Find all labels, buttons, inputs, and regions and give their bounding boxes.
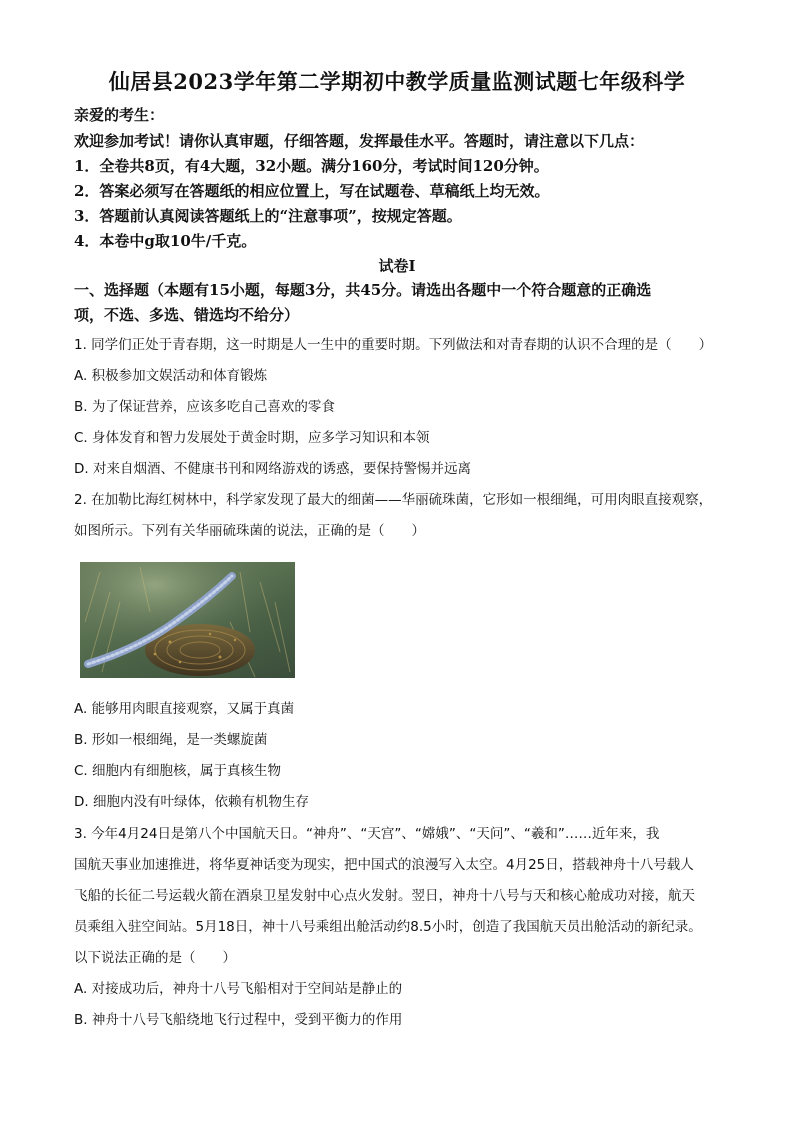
q2-option-d: D. 细胞内没有叶绿体，依赖有机物生存	[74, 794, 309, 810]
q1-option-b: B. 为了保证营养，应该多吃自己喜欢的零食	[74, 399, 335, 415]
q2-option-c: C. 细胞内有细胞核，属于真核生物	[74, 763, 282, 779]
q2-option-a: A. 能够用肉眼直接观察，又属于真菌	[74, 701, 295, 717]
bacterium-photo	[80, 562, 295, 678]
section-heading-line-1: 一、选择题（本题有15小题，每题3分，共45分。请选出各题中一个符合题意的正确选	[74, 281, 652, 299]
q3-stem-line-2: 国航天事业加速推进，将华夏神话变为现实，把中国式的浪漫写入太空。4月25日，搭载神舟十八号载人	[74, 857, 694, 873]
exam-title: 仙居县2023学年第二学期初中教学质量监测试题七年级科学	[108, 69, 686, 94]
q1-option-a: A. 积极参加文娱活动和体育锻炼	[74, 368, 268, 384]
welcome-text: 欢迎参加考试！请你认真审题，仔细答题，发挥最佳水平。答题时，请注意以下几点：	[74, 132, 645, 150]
note-1: 1．全卷共8页，有4大题，32小题。满分160分，考试时间120分钟。	[74, 157, 549, 175]
section-heading-line-2: 项，不选、多选、错选均不给分）	[74, 306, 300, 324]
q3-option-a: A. 对接成功后，神舟十八号飞船相对于空间站是静止的	[74, 981, 403, 997]
q1-stem: 1. 同学们正处于青春期，这一时期是人一生中的重要时期。下列做法和对青春期的认识不合理的是（ ）	[74, 337, 713, 353]
q3-stem-line-4: 员乘组入驻空间站。5月18日，神十八号乘组出舱活动约8.5小时，创造了我国航天员出舱活动的新纪录。	[74, 919, 702, 935]
paper-title: 试卷Ⅰ	[378, 257, 416, 275]
greeting: 亲爱的考生：	[74, 106, 165, 124]
q2-stem-line-2: 如图所示。下列有关华丽硫珠菌的说法，正确的是（ ）	[74, 523, 425, 539]
q1-option-c: C. 身体发育和智力发展处于黄金时期，应多学习知识和本领	[74, 430, 430, 446]
q3-stem-line-5: 以下说法正确的是（ ）	[74, 950, 236, 966]
q3-stem-line-1: 3. 今年4月24日是第八个中国航天日。“神舟”、“天宫”、“嫦娥”、“天问”、“羲和”……近年来，我	[74, 826, 660, 842]
q1-option-d: D. 对来自烟酒、不健康书刊和网络游戏的诱惑，要保持警惕并远离	[74, 461, 471, 477]
note-4: 4．本卷中g取10牛/千克。	[74, 232, 257, 250]
q3-stem-line-3: 飞船的长征二号运载火箭在酒泉卫星发射中心点火发射。翌日，神舟十八号与天和核心舱成功对接，航天	[74, 888, 695, 904]
q2-option-b: B. 形如一根细绳，是一类螺旋菌	[74, 732, 268, 748]
note-3: 3．答题前认真阅读答题纸上的“注意事项”，按规定答题。	[74, 207, 462, 225]
q2-stem-line-1: 2. 在加勒比海红树林中，科学家发现了最大的细菌——华丽硫珠菌，它形如一根细绳，可用肉眼直接观察，	[74, 492, 713, 508]
q3-option-b: B. 神舟十八号飞船绕地飞行过程中，受到平衡力的作用	[74, 1012, 403, 1028]
note-2: 2．答案必须写在答题纸的相应位置上，写在试题卷、草稿纸上均无效。	[74, 182, 550, 200]
bacterium-photo-drawing	[80, 562, 295, 678]
